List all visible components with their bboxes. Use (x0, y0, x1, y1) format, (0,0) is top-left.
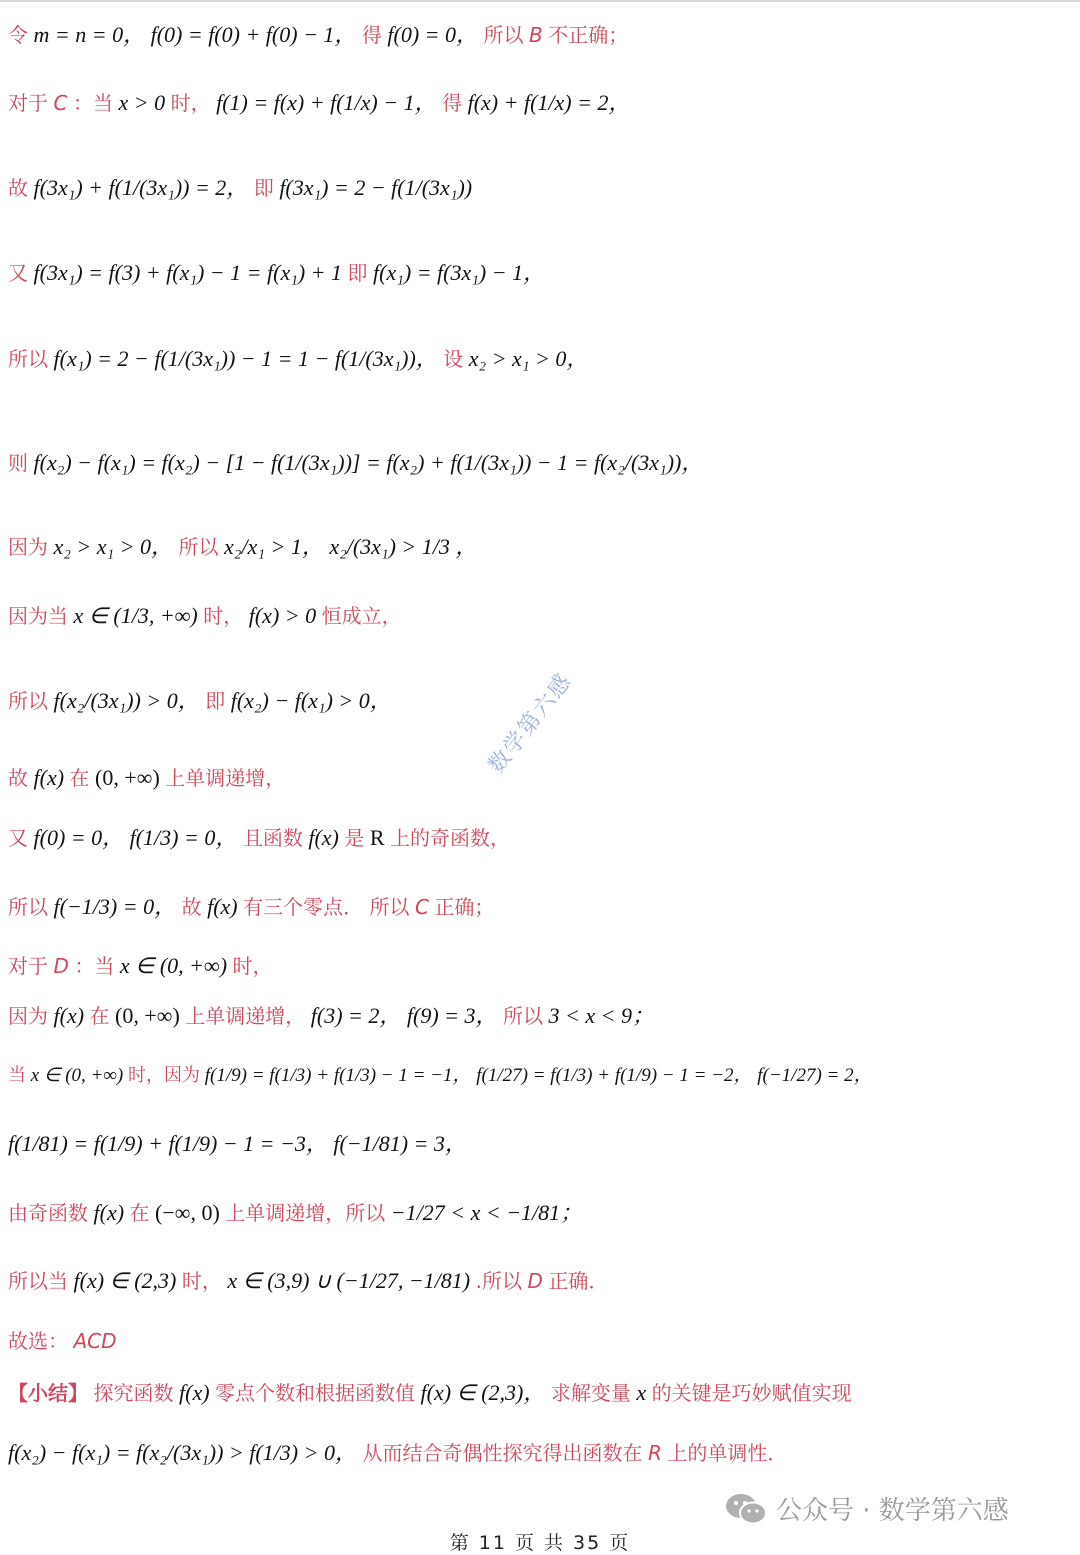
text: 对于 (8, 954, 48, 978)
option-letter: B (529, 23, 543, 47)
math: x ∈ (1/3, +∞) (73, 603, 198, 628)
math: x > 0 (118, 90, 166, 115)
text: 时，因为 (128, 1065, 201, 1086)
text: 零点个数和根据函数值 (215, 1381, 416, 1405)
math: f(3x₁) + f(1/(3x₁)) = 2， (33, 175, 249, 200)
text: 有三个零点． 所以 (243, 895, 410, 919)
line-4 (8, 260, 545, 286)
math: −1/27 < x < −1/81； (390, 1200, 583, 1225)
text: 在 (129, 1201, 150, 1225)
text: 上单调递增， (165, 766, 286, 790)
text: 所以 (178, 535, 219, 559)
math: x (636, 1380, 647, 1405)
line-6 (8, 450, 703, 476)
text: 故 (8, 766, 28, 790)
text: 所以 (8, 895, 48, 919)
text: .所以 (475, 1269, 522, 1293)
math: f(x) ∈ (2,3) (73, 1268, 177, 1293)
text: 得 (442, 91, 463, 115)
math: f(x) (33, 765, 65, 790)
text: ：当 (72, 91, 113, 115)
text: 所以当 (8, 1269, 68, 1293)
math: (−∞, 0) (155, 1200, 220, 1225)
math: (0, +∞) (115, 1003, 180, 1028)
text: 即 (253, 176, 274, 200)
line-7 (8, 534, 477, 560)
text: 时， (203, 604, 244, 628)
text: 恒成立， (321, 604, 402, 628)
math: f(3x₁) = 2 − f(1/(3x₁)) (279, 175, 473, 200)
math: f(x) ∈ (2,3)， (420, 1380, 546, 1405)
text: 上的奇函数， (390, 826, 511, 850)
line-3 (8, 175, 472, 201)
math: f(x₂) − f(x₁) = f(x₂) − [1 − f(1/(3x₁))] = f(x₂) + f(1/(3x₁)) − 1 = f(x₂/(3x₁))， (33, 450, 704, 475)
text: 令 (8, 23, 28, 47)
answer: ACD (73, 1329, 117, 1353)
math: 3 < x < 9； (548, 1003, 654, 1028)
math: f(1/9) = f(1/3) + f(1/3) − 1 = −1， f(1/27) = f(1/3) + f(1/9) − 1 = −2， f(−1/27) = 2， (204, 1065, 873, 1086)
watermark-text: 数学第六感 (483, 668, 578, 779)
text: 所以 (503, 1004, 544, 1028)
text: 故选： (8, 1329, 68, 1353)
text: 得 (361, 23, 382, 47)
math: f(x) > 0 (248, 603, 317, 628)
text: 设 (443, 347, 464, 371)
math: f(x₁) = 2 − f(1/(3x₁)) − 1 = 1 − f(1/(3x₁))， (53, 346, 438, 371)
math: f(x) (207, 894, 238, 919)
text: 求解变量 (550, 1381, 631, 1405)
math: f(x₂/(3x₁)) > 0， (53, 688, 200, 713)
line-17 (8, 1200, 582, 1226)
wechat-icon (724, 1492, 768, 1526)
math: x ∈ (0, +∞) (119, 953, 228, 978)
line-12 (8, 894, 494, 920)
text: 正确． (548, 1269, 609, 1293)
math: f(x) + f(1/x) = 2， (467, 90, 631, 115)
line-16 (8, 1131, 467, 1157)
text: 由奇函数 (8, 1201, 88, 1225)
text: 所以 (8, 689, 48, 713)
text: 时， (181, 1269, 222, 1293)
text: 时， (170, 91, 211, 115)
text: 上的单调性． (667, 1441, 788, 1465)
math: (0, +∞) (95, 765, 160, 790)
math: x ∈ (3,9) ∪ (−1/27, −1/81) (227, 1268, 471, 1293)
line-21 (8, 1440, 787, 1466)
top-divider (0, 0, 1080, 2)
text: 因为当 (8, 604, 68, 628)
page-number-footer: 第 11 页 共 35 页 (449, 1532, 631, 1554)
text: 所以 (8, 347, 48, 371)
text: 在 (69, 766, 90, 790)
text: 对于 (8, 91, 48, 115)
text: 则 (8, 451, 28, 475)
line-2 (8, 90, 630, 116)
text: 因为 (8, 535, 48, 559)
line-8 (8, 603, 402, 629)
math: f(x) (93, 1200, 125, 1225)
math: f(1) = f(x) + f(1/x) − 1， (216, 90, 437, 115)
math: f(x₂) − f(x₁) = f(x₂/(3x₁)) > f(1/3) > 0， (8, 1440, 357, 1465)
text: 上单调递增， (185, 1004, 306, 1028)
math: f(1/81) = f(1/9) + f(1/9) − 1 = −3， f(−1/81) = 3， (8, 1131, 467, 1156)
text: 所以 (483, 23, 524, 47)
summary-tag: 【小结】 (8, 1381, 88, 1405)
text: 是 (344, 826, 365, 850)
text: 从而结合奇偶性探究得出函数在 (362, 1441, 643, 1465)
text: 故 (181, 895, 202, 919)
text: 即 (347, 261, 368, 285)
math: f(0) = 0， (387, 22, 479, 47)
math: f(−1/3) = 0， (53, 894, 177, 919)
option-letter: D (527, 1269, 543, 1293)
line-19 (8, 1328, 117, 1354)
text: 在 (89, 1004, 110, 1028)
text: 上单调递增，所以 (225, 1201, 386, 1225)
text: 因为 (8, 1004, 48, 1028)
math: x₂/x₁ > 1， x₂/(3x₁) > 1/3 ， (224, 534, 478, 559)
line-1 (8, 22, 628, 48)
line-15 (8, 1063, 873, 1089)
line-18 (8, 1268, 608, 1294)
text: 不正确； (548, 23, 629, 47)
math: f(x) (53, 1003, 85, 1028)
wechat-account-label: 公众号 · 数学第六感 (776, 1496, 1009, 1526)
wechat-account-badge (724, 1490, 1009, 1527)
math: f(x₁) = f(3x₁) − 1， (373, 260, 546, 285)
text: 又 (8, 826, 28, 850)
math: f(x) (179, 1380, 210, 1405)
math: f(x₂) − f(x₁) > 0， (230, 688, 392, 713)
math: x ∈ (0, +∞) (30, 1065, 124, 1086)
math: f(0) = 0， f(1/3) = 0， (33, 825, 238, 850)
text: 探究函数 (93, 1381, 174, 1405)
math: R (647, 1441, 662, 1465)
text: ：当 (74, 954, 115, 978)
line-10 (8, 765, 285, 791)
math: m = n = 0， f(0) = f(0) + f(0) − 1， (33, 22, 357, 47)
line-20 (8, 1380, 852, 1406)
text: 的关键是巧妙赋值实现 (651, 1381, 852, 1405)
line-14 (8, 1003, 654, 1029)
option-letter: C (414, 895, 429, 919)
line-9 (8, 688, 392, 714)
option-letter: C (53, 91, 68, 115)
math: f(3) = 2， f(9) = 3， (310, 1003, 498, 1028)
math: f(x) (308, 825, 339, 850)
text: 正确； (434, 895, 495, 919)
math: R (369, 825, 385, 850)
math: x₂ > x₁ > 0， (468, 346, 589, 371)
math: x₂ > x₁ > 0， (53, 534, 174, 559)
text: 时， (232, 954, 273, 978)
text: 当 (8, 1065, 26, 1086)
line-13 (8, 953, 273, 979)
text: 即 (205, 689, 226, 713)
option-letter: D (53, 954, 69, 978)
text: 又 (8, 261, 28, 285)
line-11 (8, 825, 510, 851)
math: f(3x₁) = f(3) + f(x₁) − 1 = f(x₁) + 1 (33, 260, 343, 285)
text: 且函数 (242, 826, 303, 850)
line-5 (8, 346, 588, 372)
text: 故 (8, 176, 28, 200)
